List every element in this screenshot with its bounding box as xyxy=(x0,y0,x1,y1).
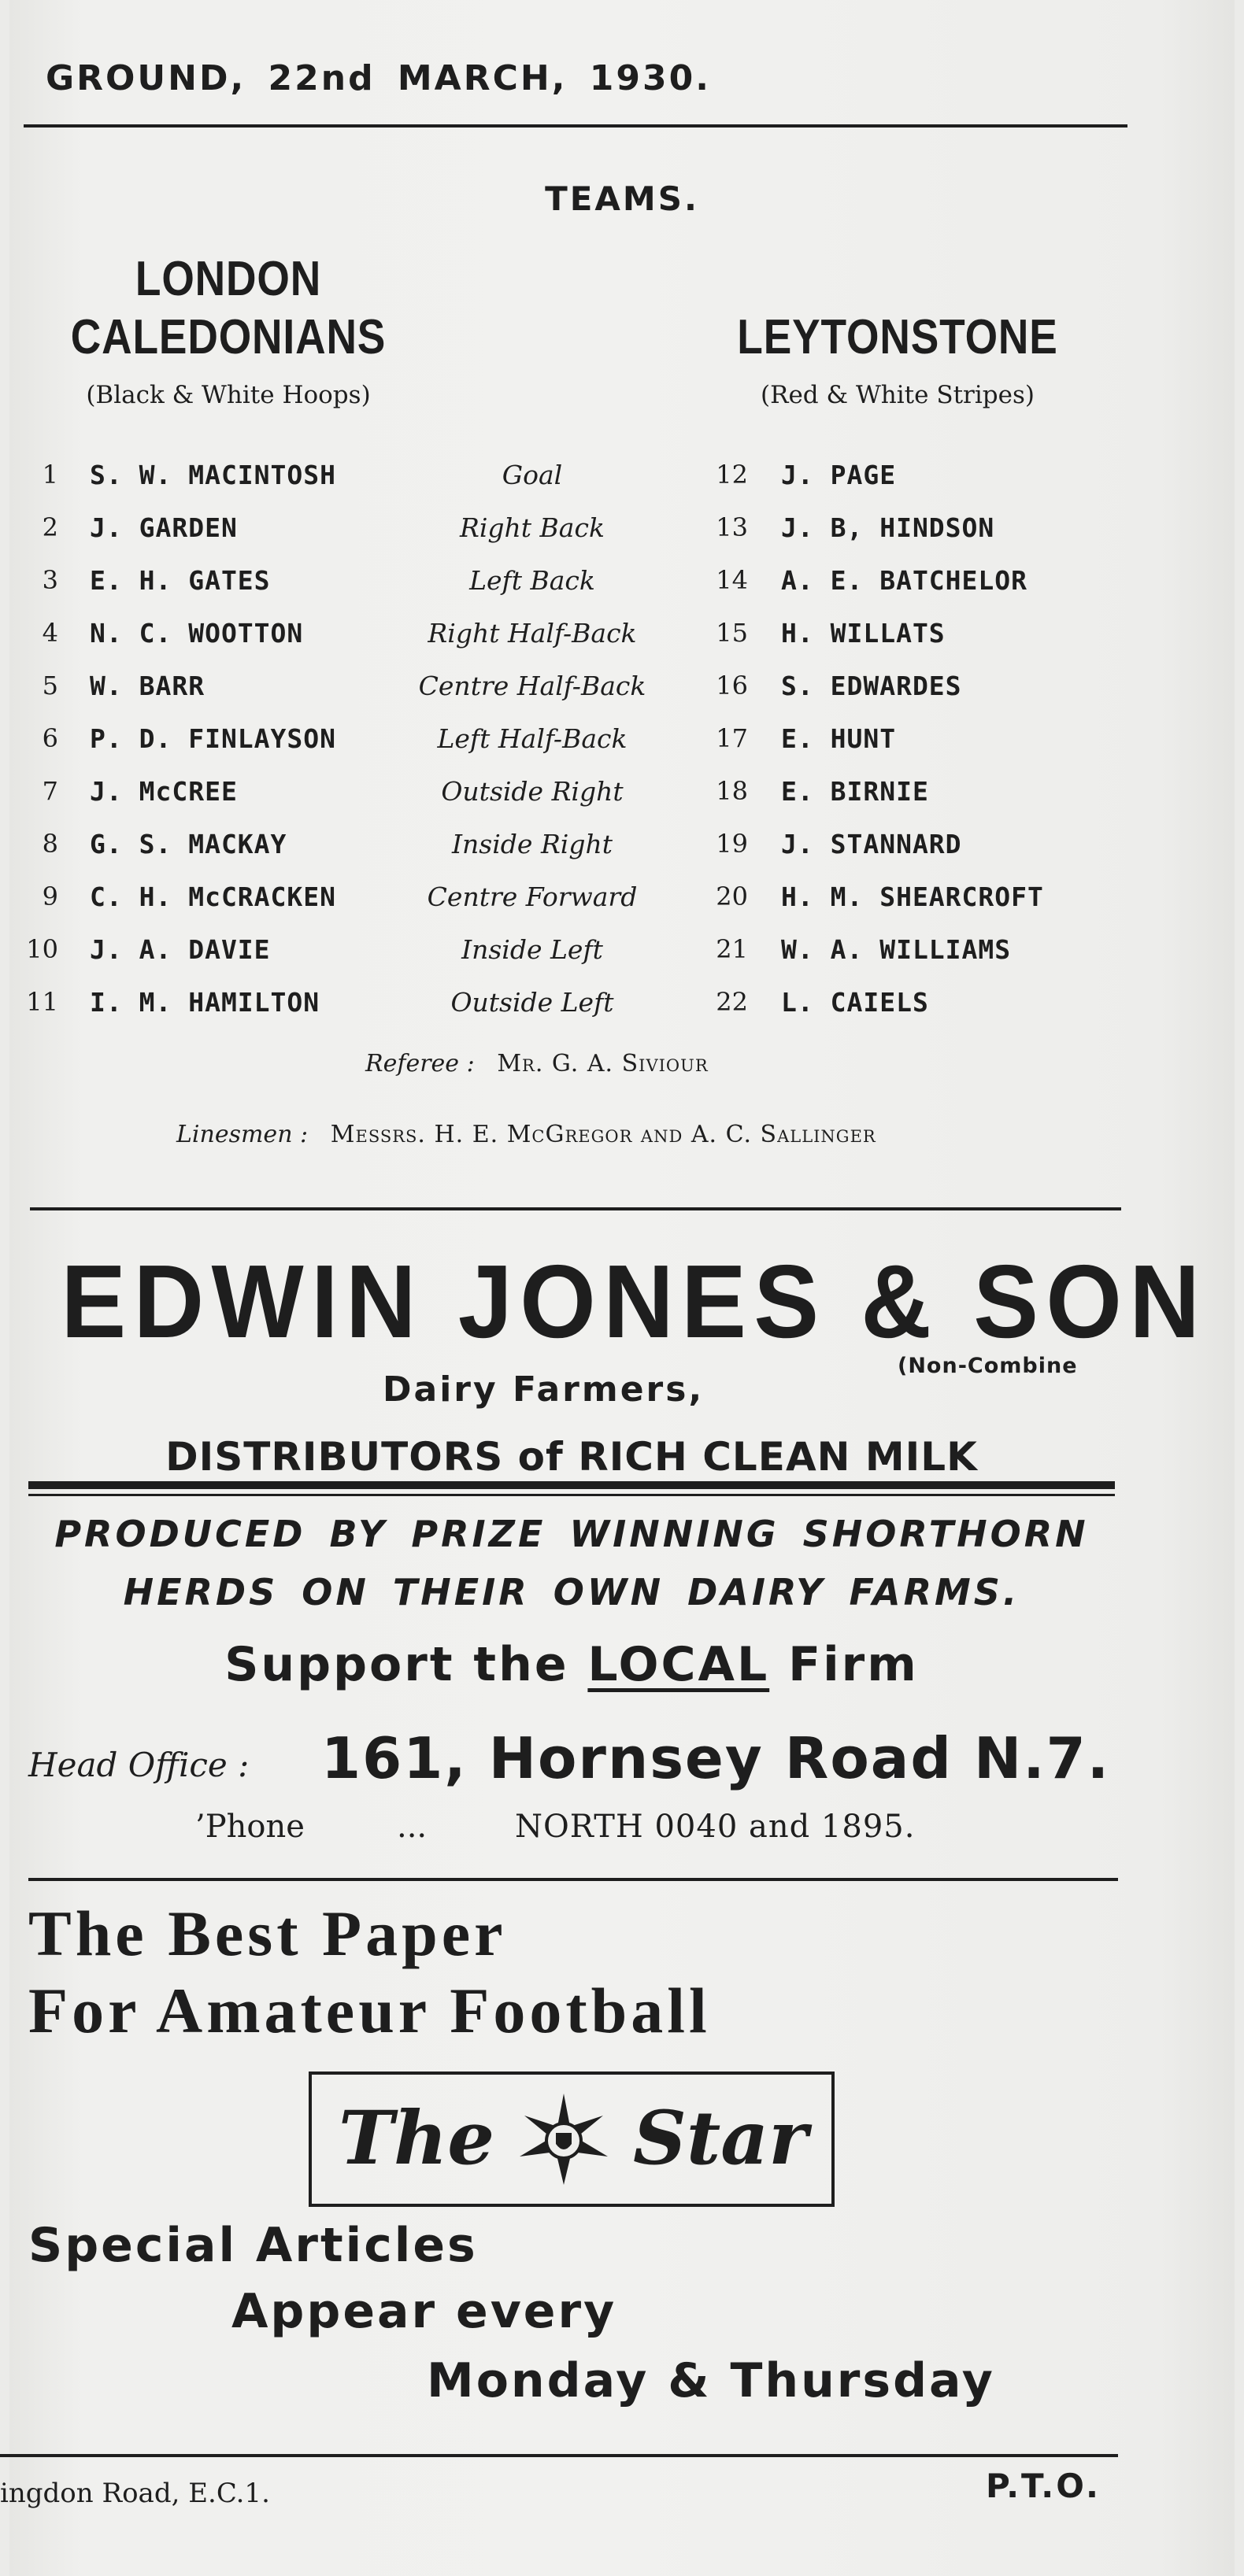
away-player-name: H. WILLATS xyxy=(781,618,946,649)
home-player-number: 6 xyxy=(42,723,58,753)
away-player-name: S. EDWARDES xyxy=(781,671,962,701)
away-player-number: 22 xyxy=(716,987,748,1017)
position-label: Centre Half-Back xyxy=(418,671,646,701)
pto-note: P.T.O. xyxy=(986,2467,1101,2505)
distributors-line: DISTRIBUTORS of RICH CLEAN MILK xyxy=(165,1434,978,1480)
linesmen-line xyxy=(176,1121,876,1148)
position-label: Right Back xyxy=(460,512,605,543)
home-player-number: 5 xyxy=(42,671,58,700)
away-player-name: J. PAGE xyxy=(781,460,897,490)
referee-name: Mr. G. A. Siviour xyxy=(497,1050,709,1077)
home-player-name: P. D. FINLAYSON xyxy=(90,723,337,754)
match-date-line: GROUND, 22nd MARCH, 1930. xyxy=(46,58,711,98)
home-player-number: 2 xyxy=(42,512,58,542)
dairy-ad-title: EDWIN JONES & SON xyxy=(61,1244,1208,1359)
away-player-number: 21 xyxy=(716,934,748,964)
support-pre: Support the xyxy=(224,1637,569,1692)
support-local-line xyxy=(28,1637,1115,1692)
away-player-number: 14 xyxy=(716,565,748,595)
support-local: LOCAL xyxy=(587,1637,770,1692)
home-team-header xyxy=(31,250,425,409)
teams-heading: TEAMS. xyxy=(545,179,699,218)
home-player-number: 7 xyxy=(42,776,58,806)
support-post: Firm xyxy=(788,1637,919,1692)
special-articles-line: Special Articles xyxy=(28,2218,478,2273)
best-paper-line-2: For Amateur Football xyxy=(28,1975,711,2046)
linesmen-names: Messrs. H. E. McGregor and A. C. Sallinger xyxy=(330,1121,876,1148)
away-player-number: 12 xyxy=(716,460,748,490)
distributors-rule-thin xyxy=(28,1494,1115,1496)
away-player-name: H. M. SHEARCROFT xyxy=(781,881,1044,912)
home-player-name: W. BARR xyxy=(90,671,205,701)
position-label: Left Half-Back xyxy=(437,723,628,754)
home-player-name: E. H. GATES xyxy=(90,565,271,596)
home-player-number: 4 xyxy=(42,618,58,648)
the-star-masthead xyxy=(309,2072,835,2207)
home-player-number: 9 xyxy=(42,881,58,911)
position-label: Outside Right xyxy=(441,776,624,807)
home-player-name: N. C. WOOTTON xyxy=(90,618,304,649)
position-label: Inside Right xyxy=(452,829,613,859)
home-player-number: 8 xyxy=(42,829,58,859)
away-player-number: 19 xyxy=(716,829,748,859)
home-player-name: J. McCREE xyxy=(90,776,238,807)
away-team-name: LEYTONSTONE xyxy=(737,310,1058,364)
referee-line xyxy=(365,1050,709,1077)
footer-rule xyxy=(0,2454,1118,2457)
position-label: Left Back xyxy=(469,565,595,596)
head-office-address: 161, Hornsey Road N.7. xyxy=(321,1725,1111,1791)
produced-line-1: PRODUCED BY PRIZE WINNING SHORTHORN xyxy=(54,1513,1089,1555)
teams-bottom-rule xyxy=(30,1207,1121,1210)
away-player-name: L. CAIELS xyxy=(781,987,929,1018)
dairy-farmers-subtitle: Dairy Farmers, xyxy=(383,1369,705,1410)
away-player-number: 15 xyxy=(716,618,748,648)
home-player-name: I. M. HAMILTON xyxy=(90,987,320,1018)
position-label: Centre Forward xyxy=(427,881,638,912)
position-label: Outside Left xyxy=(450,987,614,1018)
position-label: Inside Left xyxy=(461,934,603,965)
home-player-number: 3 xyxy=(42,565,58,595)
produced-line-2: HERDS ON THEIR OWN DAIRY FARMS. xyxy=(123,1571,1020,1613)
printer-address: ingdon Road, E.C.1. xyxy=(0,2478,270,2509)
away-player-number: 17 xyxy=(716,723,748,753)
star-emblem-icon xyxy=(516,2092,611,2186)
away-player-number: 20 xyxy=(716,881,748,911)
masthead-the: The xyxy=(339,2095,495,2182)
away-player-name: E. HUNT xyxy=(781,723,897,754)
best-paper-line-1: The Best Paper xyxy=(28,1898,507,1969)
home-player-number: 1 xyxy=(42,460,58,490)
away-player-number: 13 xyxy=(716,512,748,542)
phone-label: ’Phone xyxy=(195,1809,305,1845)
away-team-header xyxy=(693,309,1102,409)
dairy-bottom-rule xyxy=(28,1878,1118,1881)
position-label: Goal xyxy=(502,460,563,490)
away-player-number: 18 xyxy=(716,776,748,806)
home-player-name: J. GARDEN xyxy=(90,512,238,543)
home-team-name-line2: CALEDONIANS xyxy=(70,310,387,364)
phone-leader-dots: ... xyxy=(397,1809,428,1845)
head-office-label: Head Office : xyxy=(28,1746,250,1784)
home-team-colours: (Black & White Hoops) xyxy=(86,381,371,409)
away-player-name: J. STANNARD xyxy=(781,829,962,859)
phone-numbers: NORTH 0040 and 1895. xyxy=(515,1809,916,1845)
home-team-name-line1: LONDON xyxy=(135,252,322,306)
away-player-name: J. B, HINDSON xyxy=(781,512,995,543)
referee-label: Referee : xyxy=(365,1050,475,1077)
away-player-name: W. A. WILLIAMS xyxy=(781,934,1012,965)
distributors-rule-thick xyxy=(28,1481,1115,1489)
appear-every-line: Appear every xyxy=(231,2284,617,2339)
away-team-colours: (Red & White Stripes) xyxy=(761,381,1035,409)
away-player-number: 16 xyxy=(716,671,748,700)
home-player-number: 11 xyxy=(26,987,58,1017)
home-player-name: C. H. McCRACKEN xyxy=(90,881,337,912)
position-label: Right Half-Back xyxy=(428,618,637,649)
linesmen-label: Linesmen : xyxy=(176,1121,309,1148)
home-player-name: S. W. MACINTOSH xyxy=(90,460,337,490)
home-player-number: 10 xyxy=(26,934,58,964)
away-player-name: A. E. BATCHELOR xyxy=(781,565,1028,596)
non-combine-note: (Non-Combine xyxy=(898,1354,1078,1378)
header-rule xyxy=(24,124,1127,128)
masthead-star: Star xyxy=(633,2095,808,2182)
monday-thursday-line: Monday & Thursday xyxy=(427,2353,995,2408)
away-player-name: E. BIRNIE xyxy=(781,776,929,807)
home-player-name: G. S. MACKAY xyxy=(90,829,287,859)
home-player-name: J. A. DAVIE xyxy=(90,934,271,965)
